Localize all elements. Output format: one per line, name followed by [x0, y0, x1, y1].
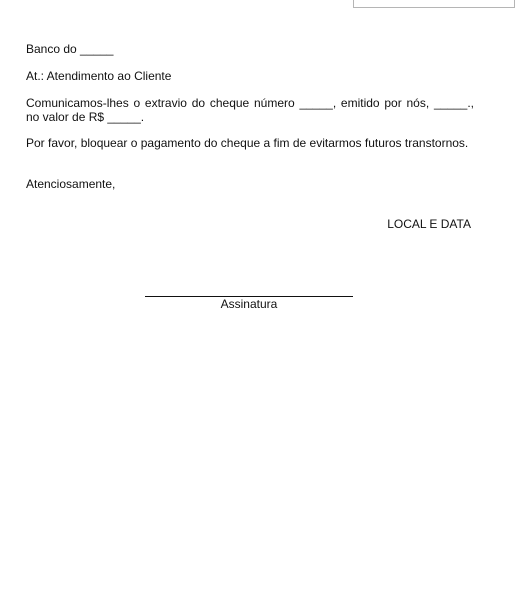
signature-label: Assinatura	[220, 297, 278, 311]
message-paragraph: Comunicamos-lhes o extravio do cheque número _____, emitido por nós, _____., no valor de R$ _____.	[26, 96, 474, 124]
clipped-box-text	[363, 0, 419, 2]
bank-line: Banco do _____	[26, 42, 114, 56]
clipped-text-box	[353, 0, 515, 8]
request-paragraph: Por favor, bloquear o pagamento do cheque a fim de evitarmos futuros transtornos.	[26, 136, 469, 150]
place-date-line: LOCAL E DATA	[387, 217, 471, 231]
attention-line: At.: Atendimento ao Cliente	[26, 69, 172, 83]
closing-line: Atenciosamente,	[26, 177, 116, 191]
